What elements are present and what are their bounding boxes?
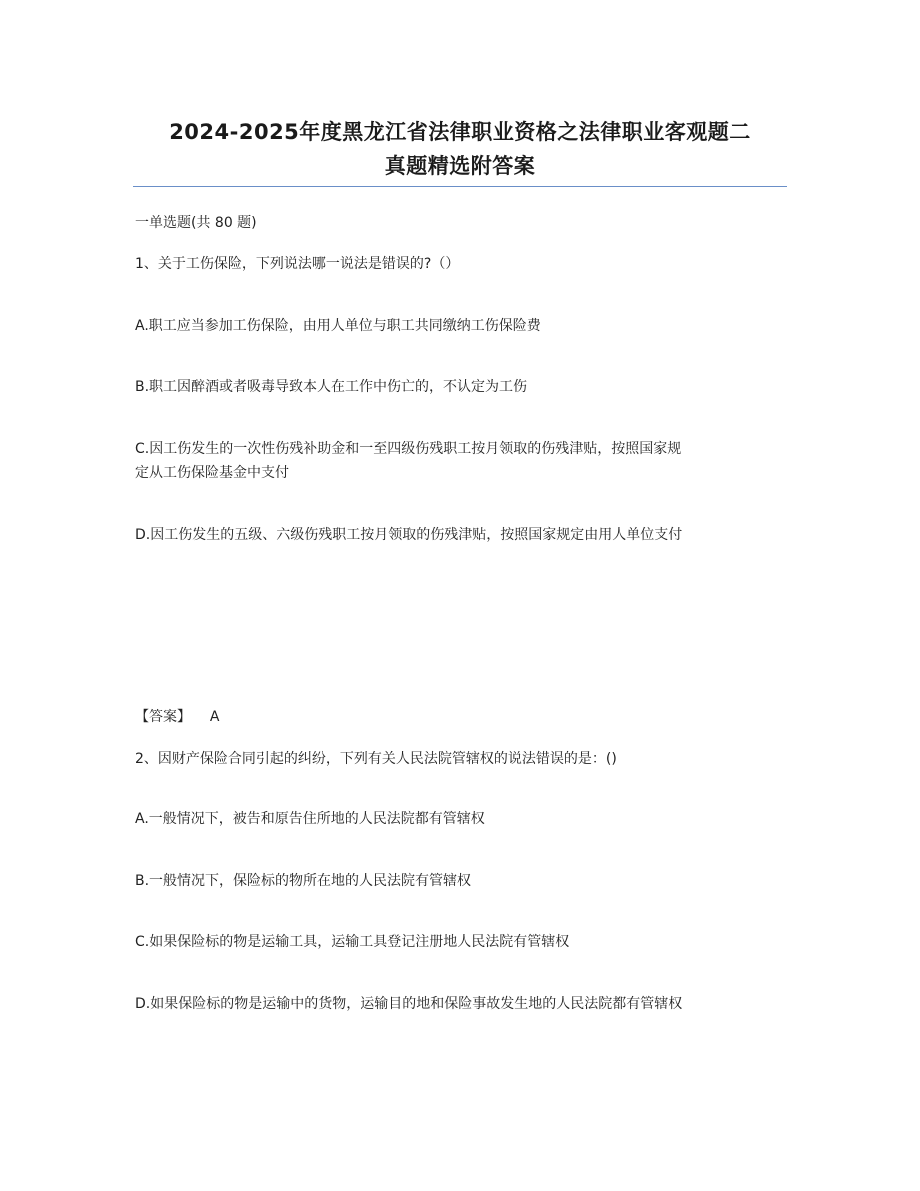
question-2-option-c: C.如果保险标的物是运输工具，运输工具登记注册地人民法院有管辖权 [135, 934, 570, 950]
question-2-option-d: D.如果保险标的物是运输中的货物，运输目的地和保险事故发生地的人民法院都有管辖权 [135, 996, 683, 1012]
question-1-answer [135, 705, 785, 729]
document-title-line-2: 真题精选附答案 [384, 154, 536, 178]
question-2-option-a: A.一般情况下，被告和原告住所地的人民法院都有管辖权 [135, 811, 485, 827]
question-2-option-b: B.一般情况下，保险标的物所在地的人民法院有管辖权 [135, 873, 472, 889]
question-1-stem: 1、关于工伤保险，下列说法哪一说法是错误的?（） [135, 256, 460, 272]
answer-value: A [209, 709, 220, 725]
question-2-stem: 2、因财产保险合同引起的纠纷，下列有关人民法院管辖权的说法错误的是：() [135, 751, 617, 767]
question-1-option-c-cont: 定从工伤保险基金中支付 [135, 465, 289, 481]
answer-label: 【答案】 [135, 709, 191, 725]
document-title-line-1: 2024-2025年度黑龙江省法律职业资格之法律职业客观题二 [169, 120, 751, 144]
question-1-option-c: C.因工伤发生的一次性伤残补助金和一至四级伤残职工按月领取的伤残津贴，按照国家规 [135, 441, 682, 457]
question-1-option-b: B.职工因醉酒或者吸毒导致本人在工作中伤亡的，不认定为工伤 [135, 379, 528, 395]
question-1-option-a: A.职工应当参加工伤保险，由用人单位与职工共同缴纳工伤保险费 [135, 318, 541, 334]
title-divider [133, 186, 787, 187]
question-1-option-d: D.因工伤发生的五级、六级伤残职工按月领取的伤残津贴，按照国家规定由用人单位支付 [135, 527, 683, 543]
section-header: 一单选题(共 80 题) [135, 215, 257, 231]
